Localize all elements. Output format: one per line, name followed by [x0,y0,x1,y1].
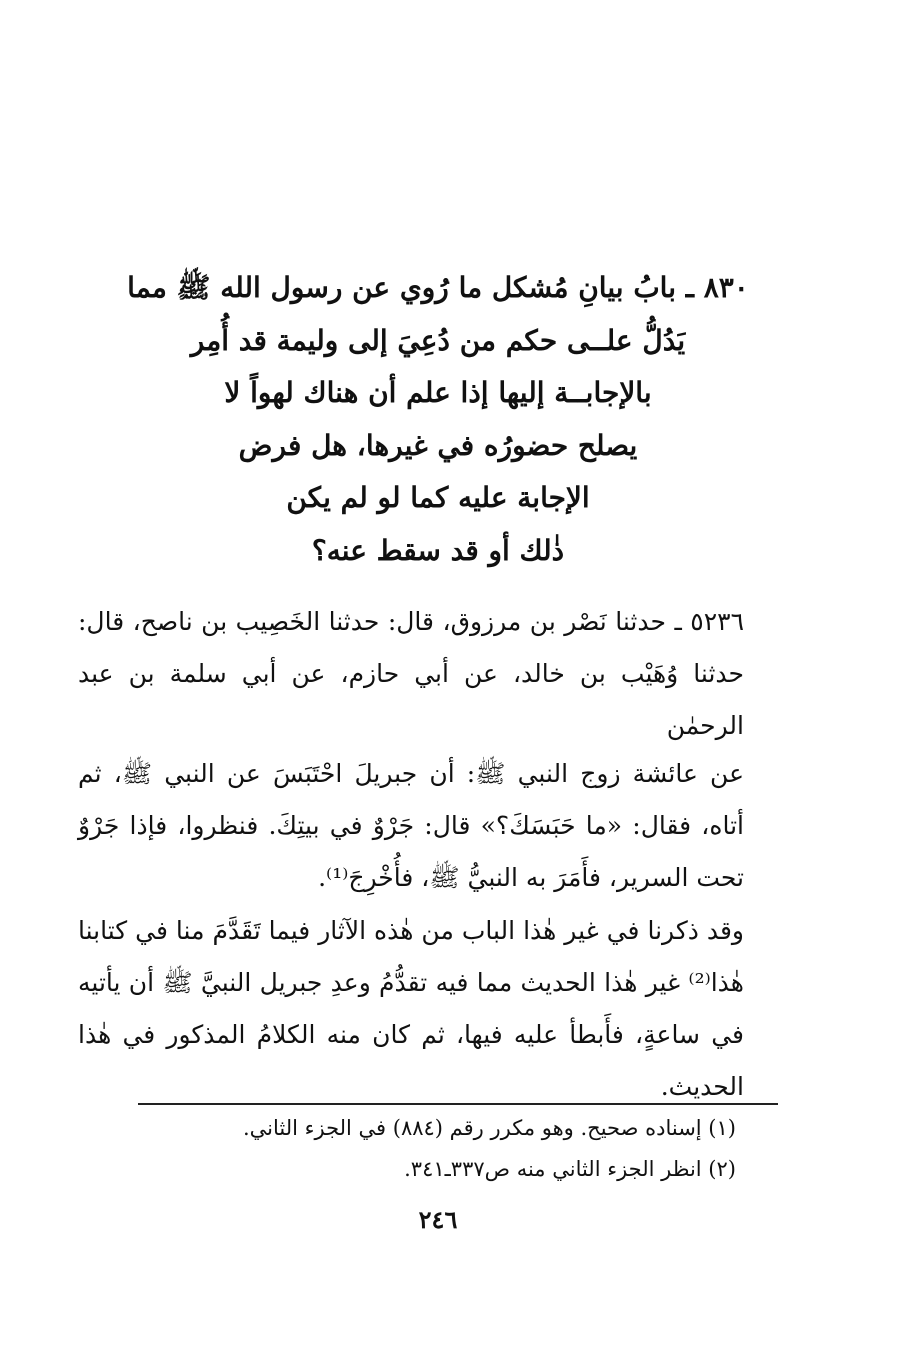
paragraph-text: وقد ذكرنا في غير هٰذا الباب من هٰذه الآثار فيما تَقَدَّمَ منا في كتابنا هٰذا⁽²⁾ غير هٰذا الحديث مما فيه تقدُّمُ وعدِ جبريل النبيَّ ﷺ أن يأتيه في ساعةٍ، فأَبطأ عليه فيها، ثم كان منه الكلامُ المذكور في هٰذا الحديث. [78,916,744,1101]
chapter-heading-line: بالإجابــة إليها إذا علم أن هناك لهواً لا [224,376,652,409]
commentary-paragraph [78,905,778,1113]
hadith-matn-paragraph [78,748,778,904]
chapter-heading-line: ذٰلك أو قد سقط عنه؟ [311,533,565,567]
paragraph-text: ٥٢٣٦ ـ حدثنا نَصْر بن مرزوق، قال: حدثنا الخَصِيب بن ناصح، قال: حدثنا وُهَيْب بن خالد، عن أبي حازم، عن أبي سلمة بن عبد الرحمٰن [78,607,744,740]
chapter-heading-line: ٨٣٠ ـ بابُ بيانِ مُشكل ما رُوي عن رسول الله ﷺ مما [127,271,749,304]
chapter-heading [120,262,756,577]
paragraph-text: عن عائشة زوج النبي ﷺ: أن جبريلَ احْتَبَسَ عن النبي ﷺ، ثم أتاه، فقال: «ما حَبَسَكَ؟» قال: جَرْوٌ في بيتِكَ. فنظروا، فإذا جَرْوٌ تحت السرير، فأَمَرَ به النبيُّ ﷺ، فأُخْرِجَ⁽¹⁾. [78,759,744,892]
chapter-heading-line: يَدُلُّ علــى حكم من دُعِيَ إلى وليمة قد أُمِر [190,323,686,357]
footnotes [138,1108,736,1190]
page-number [0,1205,916,1234]
page-number-text: ٢٤٦ [418,1205,458,1234]
chapter-heading-line: يصلح حضورُه في غيرها، هل فرض [238,428,638,462]
chapter-heading-line: الإجابة عليه كما لو لم يكن [286,481,590,514]
footnote-divider [138,1103,778,1105]
hadith-isnad-paragraph [78,596,778,752]
footnote-1: (١) إسناده صحيح. وهو مكرر رقم (٨٨٤) في الجزء الثاني. [242,1116,736,1140]
footnote-2: (٢) انظر الجزء الثاني منه ص٣٣٧ـ٣٤١. [404,1157,736,1181]
